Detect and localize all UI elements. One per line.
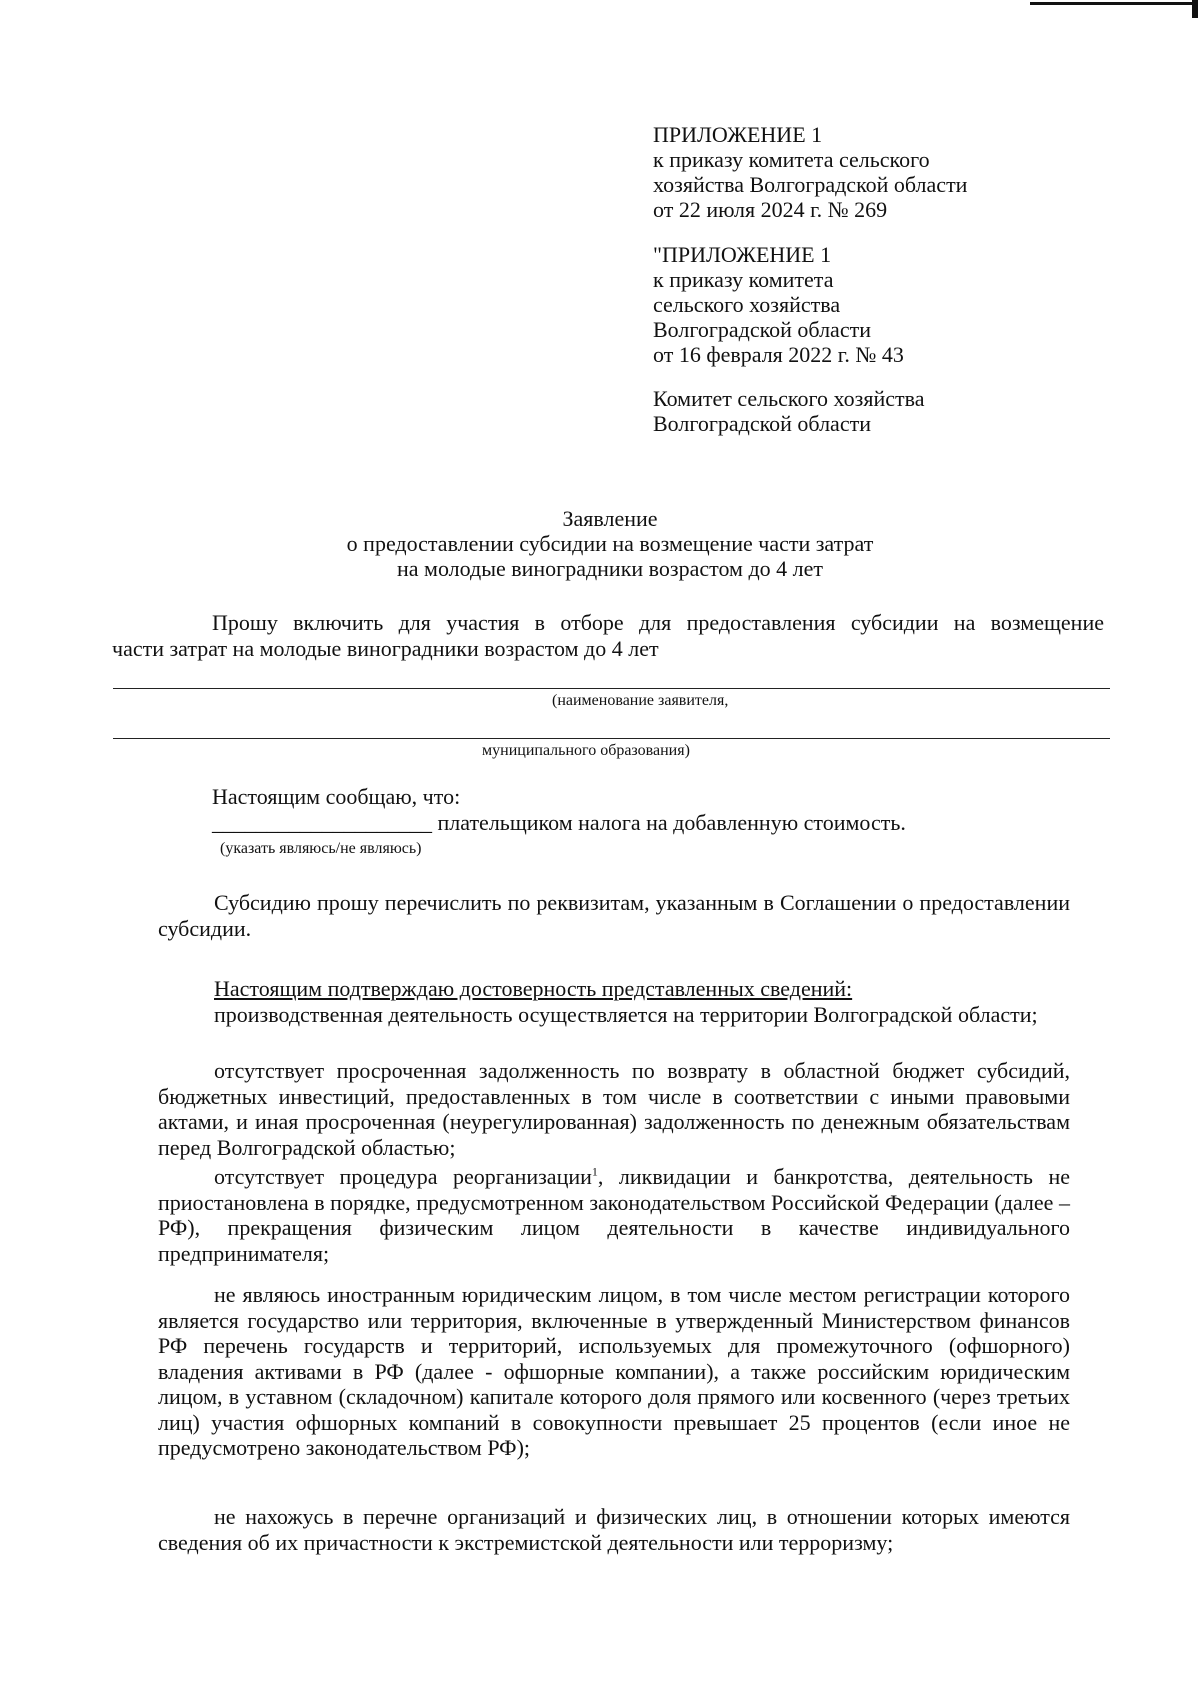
appendix-line: Волгоградской области (653, 317, 871, 342)
vat-status-line (212, 810, 1112, 836)
addressee-line: Волгоградской области (653, 411, 871, 436)
payment-paragraph: Субсидию прошу перечислить по реквизитам, указанным в Соглашении о предоставлении субсидии. (158, 890, 1070, 941)
confirmation-not-extremist: не нахожусь в перечне организаций и физических лиц, в отношении которых имеются сведения об их причастности к экстремистской деятельности или терроризму; (158, 1504, 1070, 1555)
document-title (0, 506, 1200, 581)
vat-status-text: плательщиком налога на добавленную стоимость. (437, 810, 906, 835)
municipality-caption: муниципального образования) (482, 742, 690, 759)
confirmation-not-offshore: не являюсь иностранным юридическим лицом, в том числе местом регистрации которого является государство или территория, включенные в утвержденный Министерством финансов РФ перечень государств и территорий, используемых для промежуточного (офшорного) владения активами в РФ (далее - офшорные компании), а также российским юридическим лицом, в уставном (складочном) капитале которого доля прямого или косвенного (через третьих лиц) участия офшорных компаний в совокупности превышает 25 процентов (если иное не предусмотрено законодательством РФ); (158, 1282, 1070, 1460)
applicant-name-line[interactable] (113, 688, 1110, 689)
appendix-line: хозяйства Волгоградской области (653, 172, 968, 197)
scan-corner-mark (1030, 0, 1200, 20)
applicant-name-caption: (наименование заявителя, (552, 692, 729, 709)
appendix-line: сельского хозяйства (653, 292, 841, 317)
municipality-line[interactable] (113, 738, 1110, 739)
addressee-block (653, 386, 924, 436)
appendix-date: от 16 февраля 2022 г. № 43 (653, 342, 904, 367)
appendix-header-2024 (653, 122, 967, 222)
confirmation-no-debt: отсутствует просроченная задолженность по возврату в областной бюджет субсидий, бюджетных инвестиций, предоставленных в том числе в соответствии с иными правовыми актами, и иная просроченная (неурегулированная) задолженность по денежным обязательствам перед Волгоградской областью; (158, 1058, 1070, 1160)
notice-intro: Настоящим сообщаю, что: (212, 784, 461, 809)
appendix-title: ПРИЛОЖЕНИЕ 1 (653, 122, 823, 147)
confirmation-no-liquidation-a: отсутствует процедура реорганизации (214, 1164, 592, 1189)
footnote-ref[interactable]: 1 (591, 1164, 598, 1179)
addressee-line: Комитет сельского хозяйства (653, 386, 925, 411)
confirmation-heading: Настоящим подтверждаю достоверность представленных сведений: (214, 976, 853, 1001)
request-line-1: Прошу включить для участия в отборе для предоставления субсидии на возмещение (212, 610, 1104, 635)
corner-mark-horizontal (1030, 2, 1195, 5)
vat-status-caption: (указать являюсь/не являюсь) (220, 840, 422, 857)
appendix-title: "ПРИЛОЖЕНИЕ 1 (653, 242, 832, 267)
appendix-header-2022 (653, 242, 904, 367)
appendix-line: к приказу комитета (653, 267, 834, 292)
vat-status-blank[interactable]: ____________________ (212, 810, 432, 835)
corner-mark-vertical (1192, 0, 1198, 18)
title-line: о предоставлении субсидии на возмещение части затрат (346, 531, 874, 556)
confirmation-no-liquidation (158, 1164, 1070, 1266)
request-line-2: части затрат на молодые виноградники возрастом до 4 лет (112, 636, 659, 661)
confirmation-no-liquidation-b: , ликвидации и банкротства, деятельность не приостановлена в порядке, предусмотренном законодательством Российской Федерации (далее – РФ), прекращения физическим лицом деятельности в качестве индивидуального предпринимателя; (158, 1164, 1070, 1266)
appendix-line: к приказу комитета сельского (653, 147, 930, 172)
confirmation-territory: производственная деятельность осуществляется на территории Волгоградской области; (214, 1002, 1038, 1027)
title-line: Заявление (562, 506, 658, 531)
title-line: на молодые виноградники возрастом до 4 лет (396, 556, 823, 581)
appendix-date: от 22 июля 2024 г. № 269 (653, 197, 888, 222)
